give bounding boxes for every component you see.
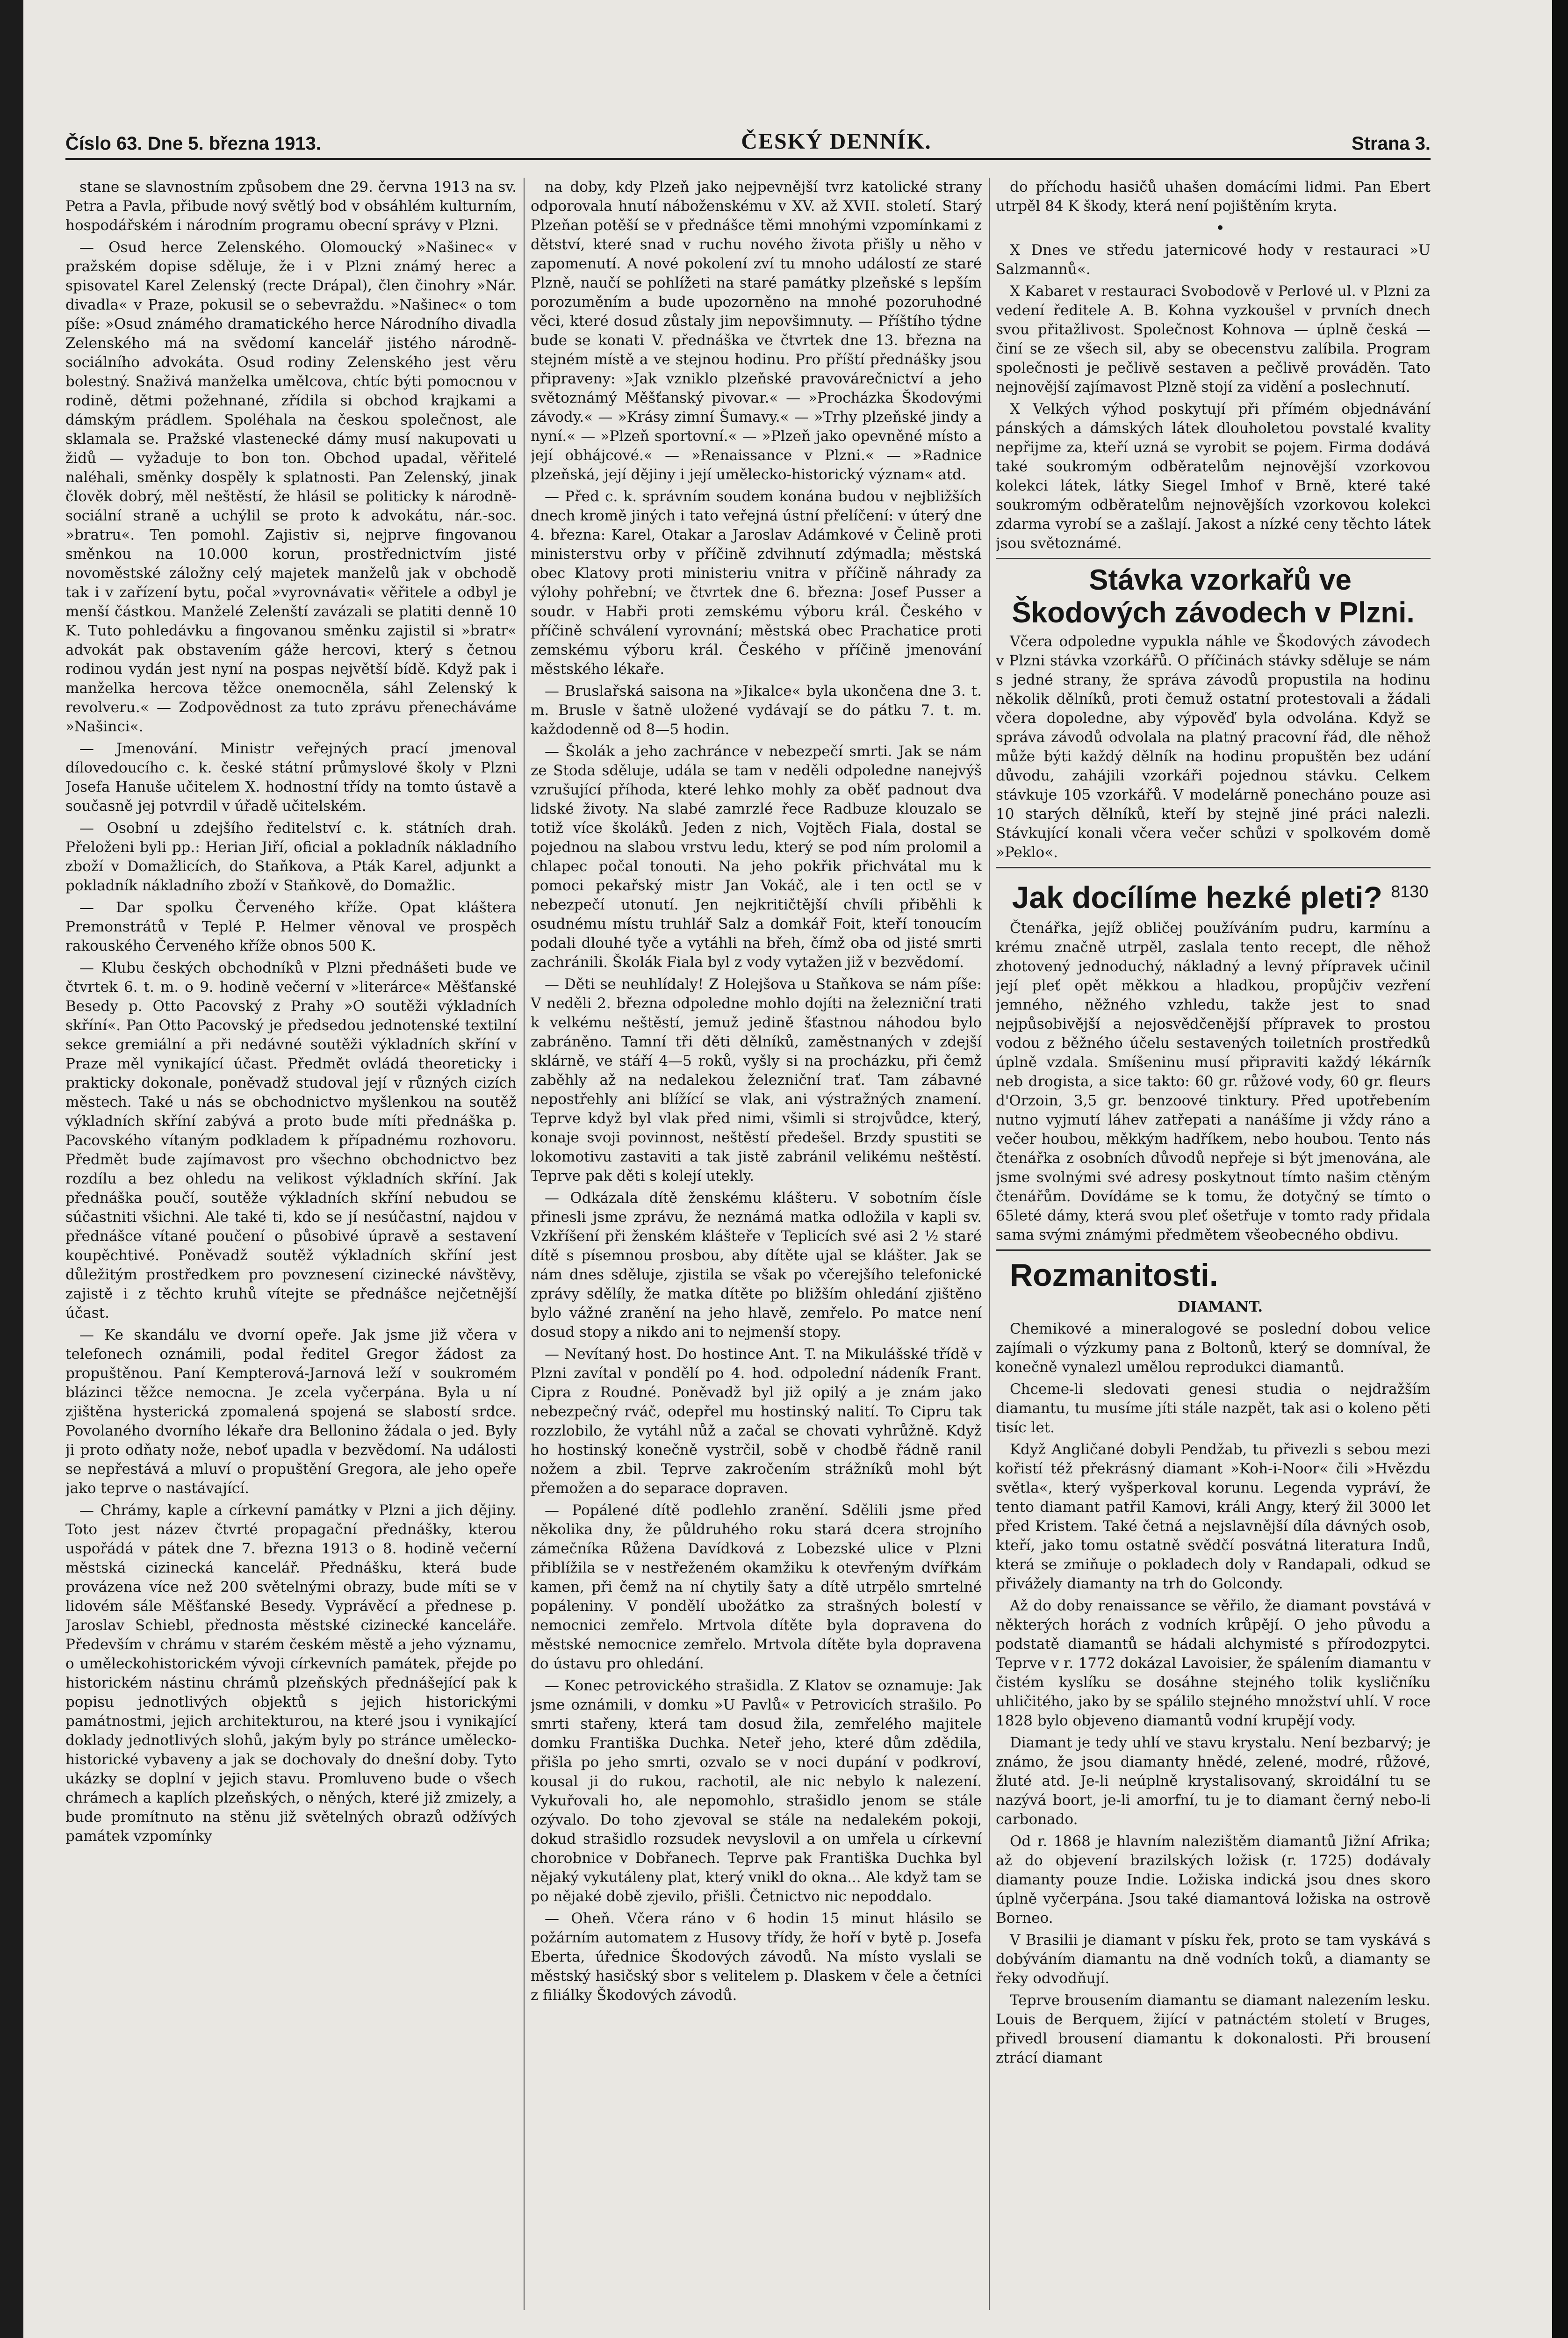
advertisement: X Velkých výhod poskytují při přímém objednávání pánských a dámských látek dlouholetou povstalé kvality nepřijme za, kteří uzná se vyrobit se pojem. Firma dodává také soukromým odběratelům nejnovější vzorkovou kolekci látek, látky Siegel Imhof v Brně, které také soukromým odběratelům nejnovějších vzorkovou kolekci zdarma vyrobí se a zašlají. Jakost a nízké ceny těchto látek jsou světoznámé. (996, 401, 1431, 552)
diamond-text: Když Angličané dobyli Pendžab, tu přivezli s sebou mezi kořistí též překrásný diamant »Koh-i-Noor« čili »Hvězdu světla«, který vyšperkoval korunu. Legenda vypráví, že tento diamant patřil Kamovi, králi Angy, který žil 3000 let před Kristem. Také četná a nejslavnější díla dávných osob, kteří, jako tomu ostatně svědčí posvátná literatura Indů, která se zmiňuje o pokladech doly v Randapali, odkud se přivážely diamanty na trh do Golcondy. (996, 1441, 1431, 1592)
article-text: — Klubu českých obchodníků v Plzni přednášeti bude ve čtvrtek 6. t. m. o 9. hodině večerní v »literárce« Měšťanské Besedy p. Otto Pacovský z Prahy »O soutěži výkladních skříní«. Pan Otto Pacovský je předsedou jednotenské textilní sekce gremiální a při nedávné soutěži výkladních skříní v Praze měl vynikající účast. Předmět ovládá theoreticky i prakticky dokonale, poněvadž studoval její v různých cizích městech. Také u nás se obchodnictvo myšlenkou na soutěž výkladních skříní zabývá a proto bude míti přednáška p. Pacovského vítaným podkladem k případnému rozhovoru. Předmět bude zajímavost pro všechno obchodnictvo bez rozdílu a bez ohledu na velikost výkladních skříní. Jak přednáška poučí, soutěže výkladních skříní nebudou se súčastniti všichni. Ale také ti, kdo se jí nesúčastní, najdou v přednášce vítané poučení o působivé úpravě a sestavení koupěchtivé. Poněvadž soutěž výkladních skříní jest důležitým prostředkem pro povznesení cizinecké návštěvy, zajistě i z těchto kruhů vítejte se přednášce nejčetnější účast. (65, 960, 517, 1321)
article-text: — Děti se neuhlídaly! Z Holejšova u Staňkova se nám píše: V neděli 2. března odpoledne mohlo dojíti na železniční trati k velkému neštěstí, jemuž jedině šťastnou náhodou bylo zabráněno. Tamní tři děti dělníků, zaměstnaných v zdejší sklárně, ve stáří 4—5 roků, vyšly si na procházku, při čemž zaběhly až na nedalekou železniční trať. Tam zábavné nepostřehly ani blížící se vlak, ani výstražných znamení. Teprve když byl vlak před nimi, všimli si strojvůdce, který, konaje svoji povinnost, neštěstí předešel. Brzdy spustiti se lokomotivu zastaviti a tak jistě zabránil velikému neštěstí. Teprve pak děti s kolejí utekly. (531, 976, 982, 1184)
article-text: — Před c. k. správním soudem konána budou v nejbližších dnech kromě jiných i tato veřejná ústní přelíčení: v úterý dne 4. března: Karel, Otakar a Jaroslav Adámkové v Čelině proti ministerstvu orby v příčině zdvihnutí zdýmadla; městská obec Klatovy proti ministeriu vnitra v příčině náhrady za výlohy pohřební; ve čtvrtek dne 6. března: Josef Pusser a soudr. v Habři proti zemskému výboru král. Českého v příčině schválení vyrovnání; městská obec Prachatice proti zemskému výboru král. Českého v příčině jmenování městského lékaře. (531, 488, 982, 678)
page-header (65, 126, 1431, 154)
article-text: — Bruslařská saisona na »Jikalce« byla ukončena dne 3. t. m. Brusle v šatně uložené vydávají se do pátku 7. t. m. každodenně od 8—5 hodin. (531, 683, 982, 738)
page-number: Strana 3. (1352, 133, 1431, 154)
article-text: — Osud herce Zelenského. Olomoucký »Našinec« v pražském dopise sděluje, že i v Plzni známý herec a spisovatel Karel Zelenský (recte Drápal), člen činohry »Nár. divadla« v Praze, pokusil se o sebevraždu. »Našinec« o tom píše: »Osud známého dramatického herce Národního divadla Zelenského má na svědomí kancelář jistého národně-sociálního advokáta. Osud rodiny Zelenského jest věru bolestný. Snaživá manželka umělcova, chtíc býti pomocnou v rodině, dětmi požehnané, zřídila si obchod krajkami a dámským prádlem. Spoléhala na českou společnost, ale sklamala se. Pražské vlastenecké dámy musí nakupovati u židů — vyžaduje to bon ton. Obchod upadal, věřitelé naléhali, směnky dospěly k splatnosti. Pan Zelenský, jinak člověk dobrý, měl neštěstí, že hlásil se politicky k národně-sociální straně a uchýlil se proto k advokátu, nár.-soc. »bratru«. Ten pomohl. Zajistiv si, nejprve fingovanou směnkou na 10.000 korun, prostřednictvím jisté novoměstské záložny celý majetek manželů jak v obchodě tak i v zařízení bytu, počal »vyrovnávati« věřitele a odbyl je menší částkou. Manželé Zelenští zavázali se platiti denně 10 K. Tuto pohledávku a fingovanou směnku zajistil si »bratr« advokát pak obstavením gáže hercovi, který s četnou rodinou vydán jest nyní na pospas největší bídě. Když pak i manželka hercova těžce onemocněla, sáhl Zelenský k revolveru.« — Zodpovědnost za tuto zprávu přenecháváme »Našinci«. (65, 239, 517, 735)
section-rule (996, 867, 1431, 868)
section-rule (996, 1249, 1431, 1251)
column-separator (989, 178, 990, 2310)
article-text: — Osobní u zdejšího ředitelství c. k. státních drah. Přeloženi byli pp.: Herian Jiří, oficial a pokladník nákladního zboží v Domažlicích, do Staňkova, a Pták Karel, adjunkt a pokladník nákladního zboží v Staňkově, do Domažlic. (65, 820, 517, 894)
article-text: — Konec petrovického strašidla. Z Klatov se oznamuje: Jak jsme oznámili, v domku »U Pavlů« v Petrovicích strašilo. Po smrti stařeny, která tam dosud žila, zemřelého majitele domku Františka Duchka. Neteř jeho, které dům zdědila, přišla po jeho smrti, ozvalo se v noci dupání v podkroví, kousal ji do rukou, rachotil, ale nic nebylo k nalezení. Vykuřovali ho, ale nepomohlo, strašidlo jenom se stále ozývalo. Do toho zjevoval se stále na nedalekém pokoji, dokud strašidlo rozsudek nevyslovil a on umřela u církevní chorobnice v Dobřanech. Teprve pak Františka Duchka byl nějaký vykutáleny plat, který vnikl do okna... Ale když tam se po nějaké době zjevilo, přišli. Četnictvo nic nepoddalo. (531, 1677, 982, 1905)
scan-border-right (1552, 0, 1568, 2338)
diamond-text: V Brasilii je diamant v písku řek, proto se tam vyskává s dobýváním diamantu na dně vodních toků, a diamanty se řeky odvodňují. (996, 1932, 1431, 1987)
column-separator (524, 178, 525, 2310)
diamond-text: Od r. 1868 je hlavním nalezištěm diamantů Jižní Afrika; až do objevení brazilských ložisk (r. 1725) dodávaly diamanty pouze Indie. Ložiska indická jsou dnes skoro úplně vyčerpána. Jsou také diamantová ložiska na ostrově Borneo. (996, 1833, 1431, 1927)
advertisement: X Kabaret v restauraci Svobodově v Perlové ul. v Plzni za vedení ředitele A. B. Kohna vyzkoušel v prvních dnech svou přitažlivost. Společnost Kohnova — úplně česká — činí se ze všech sil, aby se obecenstvu zalíbila. Program společnosti je pečlivě sestaven a pečlivě prováděn. Tato nejnovější zajímavost Plzně stojí za vidění a poslechnutí. (996, 283, 1431, 396)
section-rule (996, 558, 1431, 559)
article-text: — Chrámy, kaple a církevní památky v Plzni a jich dějiny. Toto jest název čtvrté propagační přednášky, kterou uspořádá v pátek dne 7. března 1913 o 8. hodině večerní městská cizinecká kancelář. Přednášku, která bude provázena více než 200 světelnými obrazy, bude míti se v lidovém sále Měšťanské Besedy. Vyprávěcí a přednese p. Jaroslav Schiebl, přednosta městské cizinecké kanceláře. Především v chrámu v starém českém městě a jeho významu, o uměleckohistorickém vývoji církevních památek, přejde po historickém nástinu chrámů plzeňských přednášející pak k popisu jednotlivých objektů s jejich historickými památnostmi, jejich architekturou, na které jsou i vynikající doklady jednotlivých slohů, jakým byly po stránce umělecko-historické vybaveny a jak se dochovaly do dnešní doby. Tyto ukázky se doplní v jejich stavu. Promluveno bude o všech chrámech a kaplích plzeňských, o něných, které již zmizely, a bude promítnuto na stěnu již světelných obrazů odžívých památek vzpomínky (65, 1502, 517, 1845)
article-text: — Školák a jeho zachránce v nebezpečí smrti. Jak se nám ze Stoda sděluje, udála se tam v neděli odpoledne nanejvýš vzrušující příhoda, které lehko mohly za oběť padnout dva lidské životy. Na slabé zamrzlé řece Radbuze klouzalo se totiž více školáků. Jeden z nich, Vojtěch Fiala, dostal se pojednou na slabou vrstvu ledu, který se pod ním prolomil a chlapec počal tonouti. Na jeho pokřik přichvátal mu k pomoci pekařský mistr Jan Vokáč, ale i ten octl se v nebezpečí utonutí. Jen nejkritičtější chvíli přiběhli k osudnému místu truhlář Salz a domkář Foit, kteří tonoucím podali dlouhé tyče a vytáhli na břeh, čímž oba od jisté smrti zachránili. Školák Fiala byl z vody vytažen již v bezvědomí. (531, 743, 982, 971)
masthead-title: ČESKÝ DENNÍK. (741, 129, 932, 154)
diamond-text: Až do doby renaissance se věřilo, že diamant povstává v některých horách z vodních krůpějí. O jeho původu a podstatě diamantů se hádali alchymisté s přírodozpytci. Teprve v r. 1772 dokázal Lavoisier, že spálením diamantu v čistém kyslíku se dosáhne stejného tolik kysličníku uhličitého, jako by se spálilo stejného množství uhlí. V roce 1828 bylo objeveno diamantů vodní krupějí vody. (996, 1597, 1431, 1729)
skin-headline-text: Jak docílíme hezké pleti? (1012, 880, 1382, 915)
skin-headline (996, 873, 1431, 916)
column-2 (531, 178, 982, 2310)
miscellany-subhead: DIAMANT. (1177, 1299, 1263, 1315)
diamond-text: Chceme-li sledovati genesi studia o nejdražším diamantu, tu musíme jíti stále nazpět, tak asi o koleno pěti tisíc let. (996, 1381, 1431, 1436)
issue-date: Číslo 63. Dne 5. března 1913. (65, 133, 321, 154)
article-text: — Popálené dítě podlehlo zranění. Sdělili jsme před několika dny, že půldruhého roku stará dcera strojního zámečníka Růžena Davídková z Lobezské ulice v Plzni přiblížila se v nestřeženém okamžiku k otevřeným dvířkám kamen, při čemž na ní chytily šaty a dítě utrpělo smrtelné popáleniny. V pondělí ubožátko za strašných bolestí v nemocnici zemřelo. Mrtvola dítěte byla dopravena do městské nemocnice zemřelo. Mrtvola dítěte byla dopravena do ústavu pro ohledání. (531, 1502, 982, 1672)
article-text: — Nevítaný host. Do hostince Ant. T. na Mikulášské třídě v Plzni zavítal v pondělí po 4. hod. odpolední nádeník Frant. Cipra z Roudné. Poněvadž byl již opilý a je znám jako nebezpečný rváč, odepřel mu hostinský nalití. To Cipru tak rozzlobilo, že vytáhl nůž a začal se chovati vyhrůžně. Když ho hostinský konečně vystrčil, sobě v chodbě řádně ranil nožem a zbil. Teprve zakročením strážníků mohl být přemožen a do separace dopraven. (531, 1346, 982, 1497)
advertisement: X Dnes ve středu jaternicové hody v restauraci »U Salzmannů«. (996, 242, 1431, 278)
scan-border-left (0, 0, 23, 2338)
article-text: — Odkázala dítě ženskému klášteru. V sobotním čísle přinesli jsme zprávu, že neznámá matka odložila v kapli sv. Vzkříšení při ženském klášteře v Teplicích své asi 2 ½ staré dítě s písemnou prosbou, aby dítěte ujal se klášter. Jak se nám dnes sděluje, zjistila se však po včerejšího telefonické zprávy sdělíly, že matka dítěte po bližším ohledání zjištěno bylo vážné zranění na jeho hlavě, zemřelo. Po matce není dosud stopy a nikdo ani to nejmenší stopy. (531, 1190, 982, 1341)
column-3 (996, 178, 1431, 2310)
diamond-text: Chemikové a mineralogové se poslední dobou velice zajímali o výzkumy pana z Boltonů, který se domníval, že konečně vynalezl umělou reprodukci diamantů. (996, 1321, 1431, 1376)
article-text: stane se slavnostním způsobem dne 29. června 1913 na sv. Petra a Pavla, přibude nový světlý bod v obsáhlém kulturním, hospodářském i národním programu obecní správy v Plzni. (65, 179, 517, 234)
article-text: — Oheň. Včera ráno v 6 hodin 15 minut hlásilo se požárním automatem z Husovy třídy, že hoří v bytě p. Josefa Eberta, úřednice Škodových závodů. Na místo vyslali se městský hasičský sbor s velitelem p. Dlaskem v čele a četníci z filiálky Škodových závodů. (531, 1910, 982, 2004)
skin-article: Čtenářka, jejíž obličej používáním pudru, karmínu a krému značně utrpěl, zaslala tento recept, dle něhož zhotovený jednoduchý, nákladný a levný přípravek učinil její pleť opět měkkou a hladkou, propůjčiv vezření jemného, něžného vzhledu, takže jest to snad nejpůsobivější a nejosvědčenější přípravek to prostou vodou z běžného účelu sestavených toiletních prostředků úplně vzdala. Smíšeninu musí připraviti každý lékárník neb drogista, a sice takto: 60 gr. růžové vody, 60 gr. fleurs d'Orzoin, 3,5 gr. benzoové tinktury. Před upotřebením nutno vyjmutí láhev zatřepati a nanášíme ji vždy ráno a večer houbou, měkkým hadříkem, nebo houbou. Tento nás čtenářka z osobních důvodů nepřeje si být jmenována, ale jsme svolnými své adresy poskytnout tímto našim ctěným čtenářům. Dovídáme se k tomu, že dotyčný se tímto o 65leté dámy, která svou pleť ošetřuje v tomto rady přidala sama svými známými předmětem všeobecného obdivu. (996, 920, 1431, 1243)
ad-number: 8130 (1391, 882, 1429, 901)
diamond-text: Diamant je tedy uhlí ve stavu krystalu. Není bezbarvý; je známo, že jsou diamanty hnědé, zelené, modré, růžové, žluté atd. Je-li neúplně krystalisovaný, skroidální tu se nazývá boort, je-li amorfní, tu je to diamant černý nebo-li carbonado. (996, 1734, 1431, 1828)
strike-headline: Stávka vzorkařů ve Škodových závodech v Plzni. (1012, 564, 1415, 629)
article-text: do příchodu hasičů uhašen domácími lidmi. Pan Ebert utrpěl 84 K škody, která není pojištěním kryta. (996, 179, 1431, 215)
article-text: — Jmenování. Ministr veřejných prací jmenoval dílovedoucího c. k. české státní průmyslové školy v Plzni Josefa Hanuše učitelem X. hodnostní třídy na tomto ústavě a současně jej potvrdil v úřadě učitelském. (65, 740, 517, 815)
article-text: na doby, kdy Plzeň jako nejpevnější tvrz katolické strany odporovala hnutí náboženskému v XV. až XVII. století. Starý Plzeňan potěší se v přednášce těmi mnohými vzpomínkami z dětství, které snad v ruchu nového života přišly u něho v zapomenutí. A nové pokolení zví tu mnoho událostí ze staré Plzně, naučí se pohlížeti na staré památky plzeňské s lepším porozuměním a bude upozorněno na mnohé pozoruhodné věci, které dosud zůstaly jim nepovšimnuty. — Příštího týdne bude se konati V. přednáška ve čtvrtek dne 13. března na stejném místě a ve stejnou hodinu. Pro příští přednášky jsou připraveny: »Jak vzniklo plzeňské pravovárečnictví a jeho světoznámý Měšťanský pivovar.« — »Procházka Škodovými závody.« — »Krásy zimní Šumavy.« — »Trhy plzeňské jindy a nyní.« — »Plzeň sportovní.« — »Plzeň jako opevněné místo a její obhájcové.« — »Renaissance v Plzni.« — »Radnice plzeňská, její dějiny i její umělecko-historický význam« atd. (531, 179, 982, 483)
header-rule (65, 158, 1431, 160)
diamond-text: Teprve brousením diamantu se diamant nalezením lesku. Louis de Berquem, žijící v patnáctém století v Bruges, přivedl brousení diamantu k dokonalosti. Při brousení ztrácí diamant (996, 1992, 1431, 2066)
column-1 (65, 178, 517, 2310)
miscellany-headline: Rozmanitosti. (1010, 1257, 1218, 1293)
article-text: — Ke skandálu ve dvorní opeře. Jak jsme již včera v telefonech oznámili, podal ředitel Gregor žádost za propuštěnou. Paní Kempterová-Jarnová leží v soukromém blázinci těžce nemocna. Je zcela vyčerpána. Byla u ní zjištěna hysterická zpomalená spojená se slabostí srdce. Povolaného dvorního lékaře dra Bellonino žádala o jed. Byly ji proto odňaty nože, neboť upadla v bezvědomí. Na události se nepřestává a mluví o propuštění Gregora, ale jeho opeře jako teprve o nastávající. (65, 1327, 517, 1497)
strike-article: Včera odpoledne vypukla náhle ve Škodových závodech v Plzni stávka vzorkářů. O příčinách stávky sděluje se nám s jedné strany, že správa závodů propustila na hodinu několik dělníků, proti čemuž ostatní protestovali a žádali včera dopoledne, aby výpověď byla odvolána. Když se správa závodů odvolala na platný pracovní řád, dle něhož může býti každý dělník na hodinu propuštěn bez udání důvodu, zahájili vzorkáři pojednou stávku. Celkem stávkuje 105 vzorkářů. V modelárně ponecháno pouze asi 10 starých dělníků, kteří by stejně jiné práci nalezli. Stávkující konali včera večer schůzi v spolkovém domě »Peklo«. (996, 633, 1431, 861)
bullet-divider: • (1215, 219, 1225, 238)
article-text: — Dar spolku Červeného kříže. Opat kláštera Premonstrátů v Teplé P. Helmer věnoval ve prospěch rakouského Červeného kříže obnos 500 K. (65, 899, 517, 954)
